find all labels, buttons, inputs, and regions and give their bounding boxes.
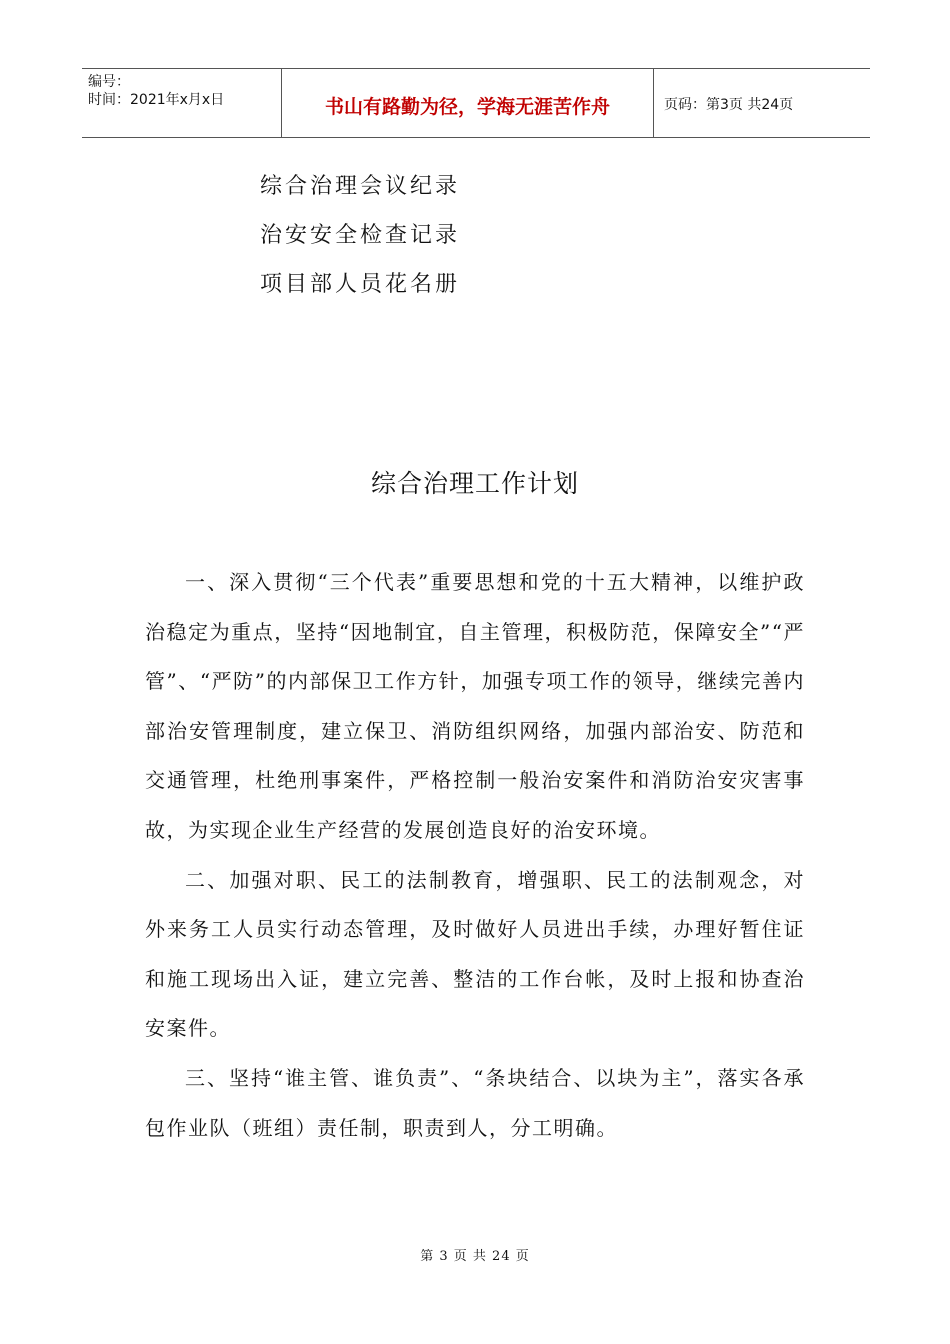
body-paragraph: 三、坚持“谁主管、谁负责”、“条块结合、以块为主”，落实各承包作业队（班组）责任制，职责到人，分工明确。: [145, 1065, 805, 1140]
page-footer: 第 3 页 共 24 页: [420, 1249, 530, 1264]
document-title: 综合治理工作计划: [370, 469, 579, 498]
record-list-item: 项目部人员花名册: [260, 272, 461, 297]
header-motto: 书山有路勤为径，学海无涯苦作舟: [282, 69, 654, 137]
page-header: [82, 68, 870, 138]
body-paragraph: 一、深入贯彻“三个代表”重要思想和党的十五大精神，以维护政治稳定为重点，坚持“因地制宜，自主管理，积极防范，保障安全”“严管”、“严防”的内部保卫工作方针，加强专项工作的领导，继续完善内部治安管理制度，建立保卫、消防组织网络，加强内部治安、防范和交通管理，杜绝刑事案件，严格控制一般治安案件和消防治安灾害事故，为实现企业生产经营的发展创造良好的治安环境。: [145, 570, 805, 842]
document-date-label: 时间：2021年x月x日: [88, 92, 225, 108]
header-meta: [82, 69, 282, 137]
document-number-label: 编号：: [88, 74, 130, 90]
header-page-info: 页码：第3页 共24页: [664, 97, 794, 113]
document-body: [145, 558, 805, 1153]
record-list-item: 综合治理会议纪录: [260, 174, 461, 199]
record-list-item: 治安安全检查记录: [260, 223, 461, 248]
body-paragraph: 二、加强对职、民工的法制教育，增强职、民工的法制观念，对外来务工人员实行动态管理，及时做好人员进出手续，办理好暂住证和施工现场出入证，建立完善、整洁的工作台帐，及时上报和协查治安案件。: [145, 867, 805, 1041]
record-list: [260, 162, 460, 309]
